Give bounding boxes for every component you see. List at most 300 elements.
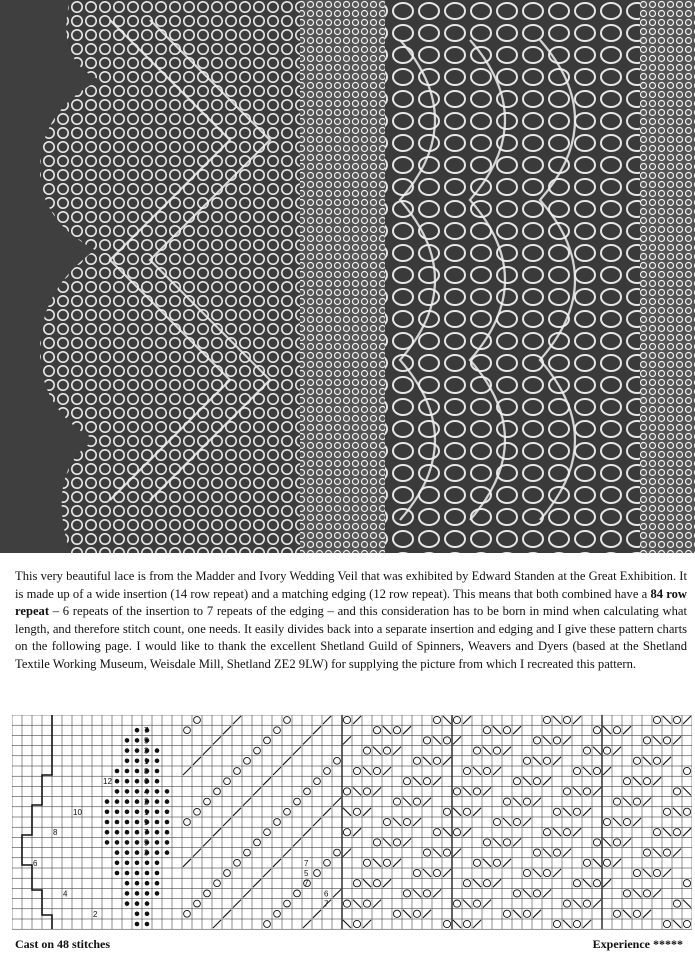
yarn-over-circle (403, 778, 410, 785)
yarn-over-circle (234, 768, 241, 775)
yarn-over-circle (463, 808, 470, 815)
purl-dot (135, 799, 140, 804)
purl-dot (115, 810, 120, 815)
decrease-slash (663, 757, 671, 765)
row-number: 4 (63, 889, 68, 899)
purl-dot (115, 820, 120, 825)
decrease-slash (493, 767, 501, 775)
purl-dot (135, 779, 140, 784)
decrease-backslash (523, 777, 531, 785)
yarn-over-circle (533, 737, 540, 744)
yarn-over-circle (603, 818, 610, 825)
yarn-over-circle (633, 757, 640, 764)
decrease-slash (503, 747, 511, 755)
purl-dot (155, 789, 160, 794)
experience-rating (593, 937, 683, 952)
yarn-over-circle (194, 808, 201, 815)
yarn-over-circle (513, 890, 520, 897)
decrease-backslash (503, 818, 511, 826)
yarn-over-circle (483, 880, 490, 887)
decrease-backslash (463, 900, 471, 908)
decrease-backslash (633, 889, 641, 897)
decrease-slash (343, 849, 351, 857)
yarn-over-circle (433, 829, 440, 836)
decrease-backslash (583, 879, 591, 887)
yarn-over-circle (413, 798, 420, 805)
decrease-backslash (343, 808, 351, 816)
yarn-over-circle (573, 808, 580, 815)
yarn-over-circle (403, 818, 410, 825)
decrease-backslash (643, 869, 651, 877)
decrease-slash (193, 849, 201, 857)
decrease-backslash (603, 838, 611, 846)
purl-dot (155, 891, 160, 896)
decrease-backslash (583, 767, 591, 775)
decrease-slash (463, 828, 471, 836)
decrease-slash (223, 726, 231, 734)
yarn-over-circle (264, 737, 271, 744)
decrease-slash (413, 818, 421, 826)
decrease-slash (673, 736, 681, 744)
experience-label: Experience (592, 937, 650, 951)
decrease-slash (233, 808, 241, 816)
decrease-backslash (493, 838, 501, 846)
yarn-over-circle (363, 859, 370, 866)
yarn-over-circle (483, 767, 490, 774)
purl-dot (165, 850, 170, 855)
yarn-over-circle (314, 778, 321, 785)
decrease-slash (363, 808, 371, 816)
yarn-over-circle (493, 859, 500, 866)
yarn-over-circle (673, 716, 680, 723)
stitch-count: 7 (304, 858, 309, 868)
decrease-slash (233, 716, 241, 724)
purl-dot (125, 830, 130, 835)
decrease-slash (293, 747, 301, 755)
experience-stars: ***** (653, 937, 683, 951)
yarn-over-circle (334, 757, 341, 764)
yarn-over-circle (234, 859, 241, 866)
decrease-slash (333, 798, 341, 806)
yarn-over-circle (343, 900, 350, 907)
decrease-backslash (623, 798, 631, 806)
stitch-count: 4 (144, 787, 149, 797)
decrease-backslash (533, 757, 541, 765)
yarn-over-circle (573, 920, 580, 927)
decrease-slash (513, 838, 521, 846)
purl-dot (125, 748, 130, 753)
yarn-over-circle (643, 737, 650, 744)
stitch-count: 9 (144, 818, 149, 827)
yarn-over-circle (543, 869, 550, 876)
yarn-over-circle (533, 890, 540, 897)
yarn-over-circle (663, 808, 670, 815)
yarn-over-circle (373, 839, 380, 846)
stitch-count: 6 (144, 777, 149, 787)
yarn-over-circle (613, 798, 620, 805)
yarn-over-circle (523, 869, 530, 876)
yarn-over-circle (503, 727, 510, 734)
purl-dot (135, 769, 140, 774)
purl-dot (115, 789, 120, 794)
yarn-over-circle (593, 880, 600, 887)
yarn-over-circle (393, 727, 400, 734)
stitch-count: 5 (144, 736, 149, 746)
purl-dot (135, 840, 140, 845)
decrease-slash (263, 777, 271, 785)
yarn-over-circle (493, 818, 500, 825)
yarn-over-circle (453, 716, 460, 723)
decrease-backslash (673, 808, 681, 816)
purl-dot (125, 810, 130, 815)
yarn-over-circle (423, 890, 430, 897)
yarn-over-circle (274, 819, 281, 826)
decrease-backslash (463, 787, 471, 795)
decrease-slash (443, 869, 451, 877)
decrease-slash (373, 900, 381, 908)
decrease-slash (453, 736, 461, 744)
yarn-over-circle (413, 910, 420, 917)
yarn-over-circle (573, 767, 580, 774)
purl-dot (165, 840, 170, 845)
yarn-over-circle (413, 757, 420, 764)
yarn-over-circle (284, 900, 291, 907)
decrease-slash (583, 808, 591, 816)
yarn-over-circle (563, 716, 570, 723)
yarn-over-circle (443, 737, 450, 744)
decrease-slash (663, 869, 671, 877)
decrease-slash (433, 777, 441, 785)
decrease-slash (253, 787, 261, 795)
purl-dot (105, 810, 110, 815)
yarn-over-circle (453, 788, 460, 795)
decrease-slash (283, 849, 291, 857)
decrease-slash (613, 859, 621, 867)
yarn-over-circle (274, 727, 281, 734)
yarn-over-circle (244, 757, 251, 764)
yarn-over-circle (353, 880, 360, 887)
decrease-slash (623, 838, 631, 846)
yarn-over-circle (433, 869, 440, 876)
decrease-backslash (363, 879, 371, 887)
decrease-backslash (573, 787, 581, 795)
decrease-backslash (353, 787, 361, 795)
decrease-backslash (403, 798, 411, 806)
decrease-slash (543, 889, 551, 897)
decrease-slash (513, 726, 521, 734)
yarn-over-circle (423, 849, 430, 856)
yarn-over-circle (543, 716, 550, 723)
decrease-slash (233, 900, 241, 908)
yarn-over-circle (623, 818, 630, 825)
chart-grid (12, 715, 692, 929)
yarn-over-circle (473, 788, 480, 795)
purl-dot (135, 901, 140, 906)
yarn-over-circle (383, 818, 390, 825)
decrease-slash (303, 736, 311, 744)
decrease-slash (473, 808, 481, 816)
decrease-backslash (413, 889, 421, 897)
decrease-slash (643, 798, 651, 806)
decrease-slash (423, 910, 431, 918)
decrease-slash (603, 879, 611, 887)
yarn-over-circle (463, 880, 470, 887)
decrease-slash (603, 767, 611, 775)
decrease-slash (213, 920, 221, 928)
decrease-slash (573, 828, 581, 836)
decrease-backslash (483, 747, 491, 755)
yarn-over-circle (643, 849, 650, 856)
decrease-slash (423, 798, 431, 806)
decrease-backslash (483, 859, 491, 867)
purl-dot (155, 759, 160, 764)
yarn-over-circle (254, 839, 261, 846)
caption-part-1: This very beautiful lace is from the Madder and Ivory Wedding Veil that was exhibited by Edward Standen at the Great Exhibition. It is made up of a wide insertion (14 row repeat) and a matching edging (12 row repeat). This means that both combined have a (15, 569, 687, 601)
row-number: 6 (33, 858, 38, 868)
decrease-backslash (563, 920, 571, 928)
decrease-slash (403, 838, 411, 846)
purl-dot (145, 901, 150, 906)
decrease-slash (223, 818, 231, 826)
yarn-over-circle (633, 798, 640, 805)
yarn-over-circle (224, 778, 231, 785)
yarn-over-circle (204, 890, 211, 897)
yarn-over-circle (613, 727, 620, 734)
yarn-over-circle (583, 747, 590, 754)
caption-highlight: 84 row repeat (15, 586, 688, 619)
yarn-over-circle (473, 747, 480, 754)
yarn-over-circle (353, 767, 360, 774)
yarn-over-circle (603, 747, 610, 754)
yarn-over-circle (663, 849, 670, 856)
yarn-over-circle (593, 727, 600, 734)
yarn-over-circle (343, 788, 350, 795)
decrease-backslash (423, 869, 431, 877)
yarn-over-circle (503, 798, 510, 805)
purl-dot (125, 820, 130, 825)
decrease-slash (323, 716, 331, 724)
purl-dot (105, 820, 110, 825)
purl-dot (155, 861, 160, 866)
purl-dot (165, 830, 170, 835)
yarn-over-circle (563, 788, 570, 795)
yarn-over-circle (343, 829, 350, 836)
yarn-over-circle (483, 727, 490, 734)
purl-dot (135, 738, 140, 743)
purl-dot (135, 861, 140, 866)
purl-dot (145, 871, 150, 876)
yarn-over-circle (334, 849, 341, 856)
purl-dot (135, 830, 140, 835)
decrease-slash (583, 920, 591, 928)
decrease-slash (213, 736, 221, 744)
decrease-backslash (453, 808, 461, 816)
yarn-over-circle (204, 798, 211, 805)
row-number: 10 (73, 807, 82, 817)
decrease-slash (653, 889, 661, 897)
decrease-slash (313, 726, 321, 734)
decrease-backslash (553, 828, 561, 836)
decrease-slash (543, 777, 551, 785)
decrease-slash (473, 920, 481, 928)
yarn-over-circle (244, 849, 251, 856)
yarn-over-circle (553, 920, 560, 927)
decrease-slash (443, 757, 451, 765)
purl-dot (125, 891, 130, 896)
purl-dot (125, 901, 130, 906)
yarn-over-circle (563, 829, 570, 836)
yarn-over-circle (643, 778, 650, 785)
yarn-over-circle (423, 737, 430, 744)
yarn-over-circle (593, 767, 600, 774)
yarn-over-circle (194, 717, 201, 724)
decrease-backslash (593, 747, 601, 755)
yarn-over-circle (583, 900, 590, 907)
yarn-over-circle (663, 737, 670, 744)
yarn-over-circle (184, 910, 191, 917)
decrease-backslash (663, 828, 671, 836)
purl-dot (105, 830, 110, 835)
decrease-backslash (673, 920, 681, 928)
decrease-slash (683, 716, 691, 724)
decrease-backslash (353, 900, 361, 908)
decrease-slash (253, 879, 261, 887)
purl-dot (135, 748, 140, 753)
stitch-count: 1 (144, 756, 149, 766)
decrease-slash (503, 859, 511, 867)
stitch-count: 1 (144, 807, 149, 817)
decrease-slash (243, 798, 251, 806)
purl-dot (155, 840, 160, 845)
decrease-slash (213, 828, 221, 836)
decrease-slash (643, 910, 651, 918)
yarn-over-circle (623, 890, 630, 897)
purl-dot (155, 748, 160, 753)
yarn-over-circle (553, 737, 560, 744)
decrease-slash (563, 849, 571, 857)
yarn-over-circle (403, 890, 410, 897)
stitch-count: 6 (324, 889, 329, 899)
purl-dot (145, 891, 150, 896)
decrease-backslash (603, 726, 611, 734)
purl-dot (125, 850, 130, 855)
stitch-count: 8 (144, 767, 149, 776)
decrease-backslash (383, 726, 391, 734)
yarn-over-circle (653, 829, 660, 836)
yarn-over-circle (194, 900, 201, 907)
yarn-over-circle (314, 870, 321, 877)
purl-dot (155, 799, 160, 804)
decrease-slash (523, 818, 531, 826)
yarn-over-circle (363, 747, 370, 754)
purl-dot (115, 779, 120, 784)
yarn-over-circle (623, 778, 630, 785)
yarn-over-circle (393, 910, 400, 917)
decrease-backslash (393, 818, 401, 826)
decrease-slash (383, 767, 391, 775)
knitting-chart (12, 715, 692, 930)
yarn-over-circle (373, 727, 380, 734)
decrease-slash (553, 757, 561, 765)
row-number: 2 (93, 909, 98, 919)
decrease-slash (303, 920, 311, 928)
purl-dot (155, 810, 160, 815)
decrease-backslash (373, 747, 381, 755)
decrease-backslash (433, 849, 441, 857)
purl-dot (125, 769, 130, 774)
yarn-over-circle (673, 900, 680, 907)
yarn-over-circle (533, 849, 540, 856)
decrease-backslash (613, 818, 621, 826)
decrease-backslash (343, 920, 351, 928)
purl-dot (145, 861, 150, 866)
decrease-backslash (423, 757, 431, 765)
purl-dot (155, 779, 160, 784)
yarn-over-circle (453, 829, 460, 836)
decrease-slash (463, 716, 471, 724)
yarn-over-circle (304, 788, 311, 795)
purl-dot (145, 922, 150, 927)
yarn-over-circle (513, 818, 520, 825)
caption-part-2: – 6 repeats of the insertion to 7 repeats of the edging – and this consideration has to be born in mind when calculating what length, and therefore stitch count, one needs. It easily divides back into a separate insertion and edging and I give these pattern charts on the following page. I would like to thank the excellent Shetland Guild of Spinners, Weavers and Dyers (based at the Shetland Textile Working Museum, Weisdale Mill, Shetland ZE2 9LW) for supplying the picture from which I recreated this pattern. (15, 604, 687, 671)
yarn-over-circle (363, 788, 370, 795)
stitch-count: 7 (304, 879, 309, 889)
yarn-over-circle (393, 839, 400, 846)
yarn-over-circle (483, 839, 490, 846)
purl-dot (135, 759, 140, 764)
stitch-count: 7 (144, 828, 149, 838)
yarn-over-circle (264, 829, 271, 836)
decrease-slash (433, 889, 441, 897)
yarn-over-circle (653, 757, 660, 764)
purl-dot (125, 789, 130, 794)
caption-paragraph (15, 568, 687, 674)
yarn-over-circle (443, 920, 450, 927)
stitch-count: 7 (324, 899, 329, 909)
purl-dot (125, 799, 130, 804)
yarn-over-circle (443, 849, 450, 856)
purl-dot (165, 799, 170, 804)
decrease-backslash (473, 879, 481, 887)
yarn-over-circle (493, 747, 500, 754)
yarn-over-circle (503, 910, 510, 917)
yarn-over-circle (533, 778, 540, 785)
decrease-backslash (373, 859, 381, 867)
purl-dot (115, 769, 120, 774)
decrease-slash (483, 900, 491, 908)
purl-dot (135, 850, 140, 855)
yarn-over-circle (453, 900, 460, 907)
decrease-slash (623, 726, 631, 734)
purl-dot (135, 820, 140, 825)
row-number: 12 (103, 777, 112, 787)
yarn-over-circle (443, 808, 450, 815)
yarn-over-circle (673, 788, 680, 795)
purl-dot (135, 922, 140, 927)
decrease-slash (183, 859, 191, 867)
yarn-over-circle (473, 900, 480, 907)
purl-dot (105, 799, 110, 804)
yarn-over-circle (553, 808, 560, 815)
yarn-over-circle (613, 910, 620, 917)
purl-dot (155, 850, 160, 855)
decrease-slash (193, 757, 201, 765)
purl-dot (105, 840, 110, 845)
purl-dot (135, 810, 140, 815)
decrease-slash (383, 879, 391, 887)
yarn-over-circle (523, 757, 530, 764)
purl-dot (125, 738, 130, 743)
